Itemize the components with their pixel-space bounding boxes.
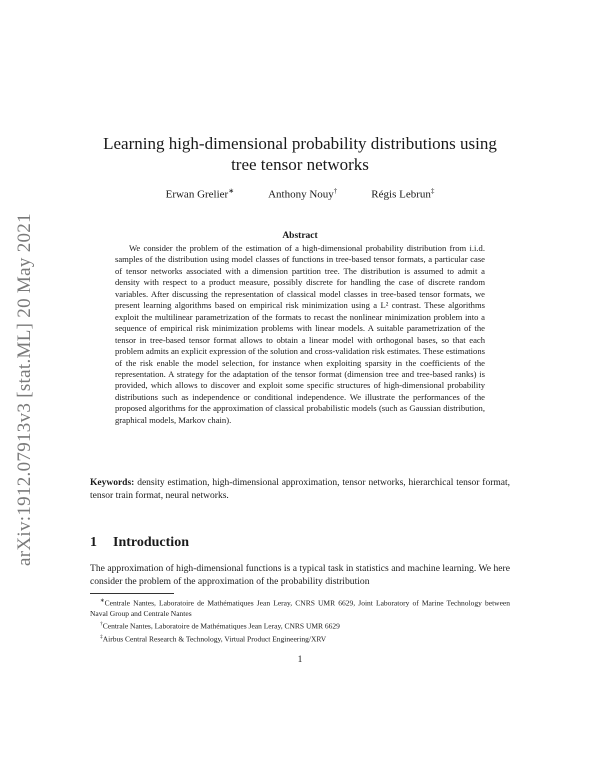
footnote-text: Centrale Nantes, Laboratoire de Mathématiques Jean Leray, CNRS UMR 6629, Joint Laboratory of Marine Technology between Naval Group and Centrale Nantes <box>90 598 510 618</box>
author-mark: ∗ <box>228 187 235 195</box>
author <box>166 187 234 201</box>
author-list <box>90 187 510 201</box>
author <box>371 187 434 201</box>
keywords <box>90 477 510 503</box>
footnotes <box>90 596 510 645</box>
footnote <box>90 632 510 645</box>
section-number: 1 <box>90 535 97 550</box>
intro-paragraph: The approximation of high-dimensional functions is a typical task in statistics and machine learning. We here consider the problem of the approximation of the probability distribution <box>90 563 510 587</box>
title-line-1: Learning high-dimensional probability distributions using <box>103 134 497 153</box>
keywords-text: density estimation, high-dimensional approximation, tensor networks, hierarchical tensor format, tensor train format, neural networks. <box>90 478 510 501</box>
footnote-mark: ∗ <box>100 598 105 604</box>
section-heading <box>90 535 189 551</box>
author-name: Régis Lebrun <box>371 188 431 201</box>
footnote <box>90 596 510 619</box>
page-number: 1 <box>297 655 303 665</box>
footnote-text: Airbus Central Research & Technology, Virtual Product Engineering/XRV <box>102 634 327 644</box>
footnote-mark: ‡ <box>100 634 103 641</box>
author-mark: † <box>333 187 338 195</box>
abstract-text: We consider the problem of the estimation of a high-dimensional probability distribution from i.i.d. samples of the distribution using model classes of functions in tree-based tensor formats, a particular case of tensor networks associated with a dimension partition tree. The distribution is assumed to admit a density with respect to a product measure, possibly discrete for handling the case of discrete random variables. After discussing the representation of classical model classes in tree-based tensor formats, we present learning algorithms based on empirical risk minimization using a L² contrast. These algorithms exploit the multilinear parametrization of the formats to recast the nonlinear minimization problem into a sequence of empirical risk minimization problems with linear models. A suitable parametrization of the tensor in tree-based tensor format allows to obtain a linear model with orthogonal bases, so that each problem admits an explicit expression of the solution and cross-validation risk estimates. These estimations of the risk enable the model selection, for instance when exploiting sparsity in the coefficients of the representation. A strategy for the adaptation of the tensor format (dimension tree and tree-based ranks) is provided, which allows to discover and exploit some specific structures of high-dimensional probability distributions such as independence or conditional independence. We illustrate the performances of the proposed algorithms for the approximation of classical probabilistic models (such as Gaussian distribution, graphical models, Markov chain). <box>115 243 485 425</box>
title-line-2: tree tensor networks <box>231 155 369 174</box>
author-name: Erwan Grelier <box>165 188 229 201</box>
footnote-text: Centrale Nantes, Laboratoire de Mathématiques Jean Leray, CNRS UMR 6629 <box>102 621 340 631</box>
author-name: Anthony Nouy <box>268 188 334 201</box>
section-title: Introduction <box>113 535 189 550</box>
abstract-heading: Abstract <box>282 231 318 241</box>
arxiv-identifier: arXiv:1912.07913v3 [stat.ML] 20 May 2021 <box>14 213 35 566</box>
author <box>268 187 337 201</box>
footnote <box>90 619 510 632</box>
author-mark: ‡ <box>430 187 435 195</box>
keywords-label: Keywords: <box>90 478 135 488</box>
paper-title <box>90 133 510 175</box>
footnote-mark: † <box>100 621 103 628</box>
footnote-rule <box>90 593 174 594</box>
